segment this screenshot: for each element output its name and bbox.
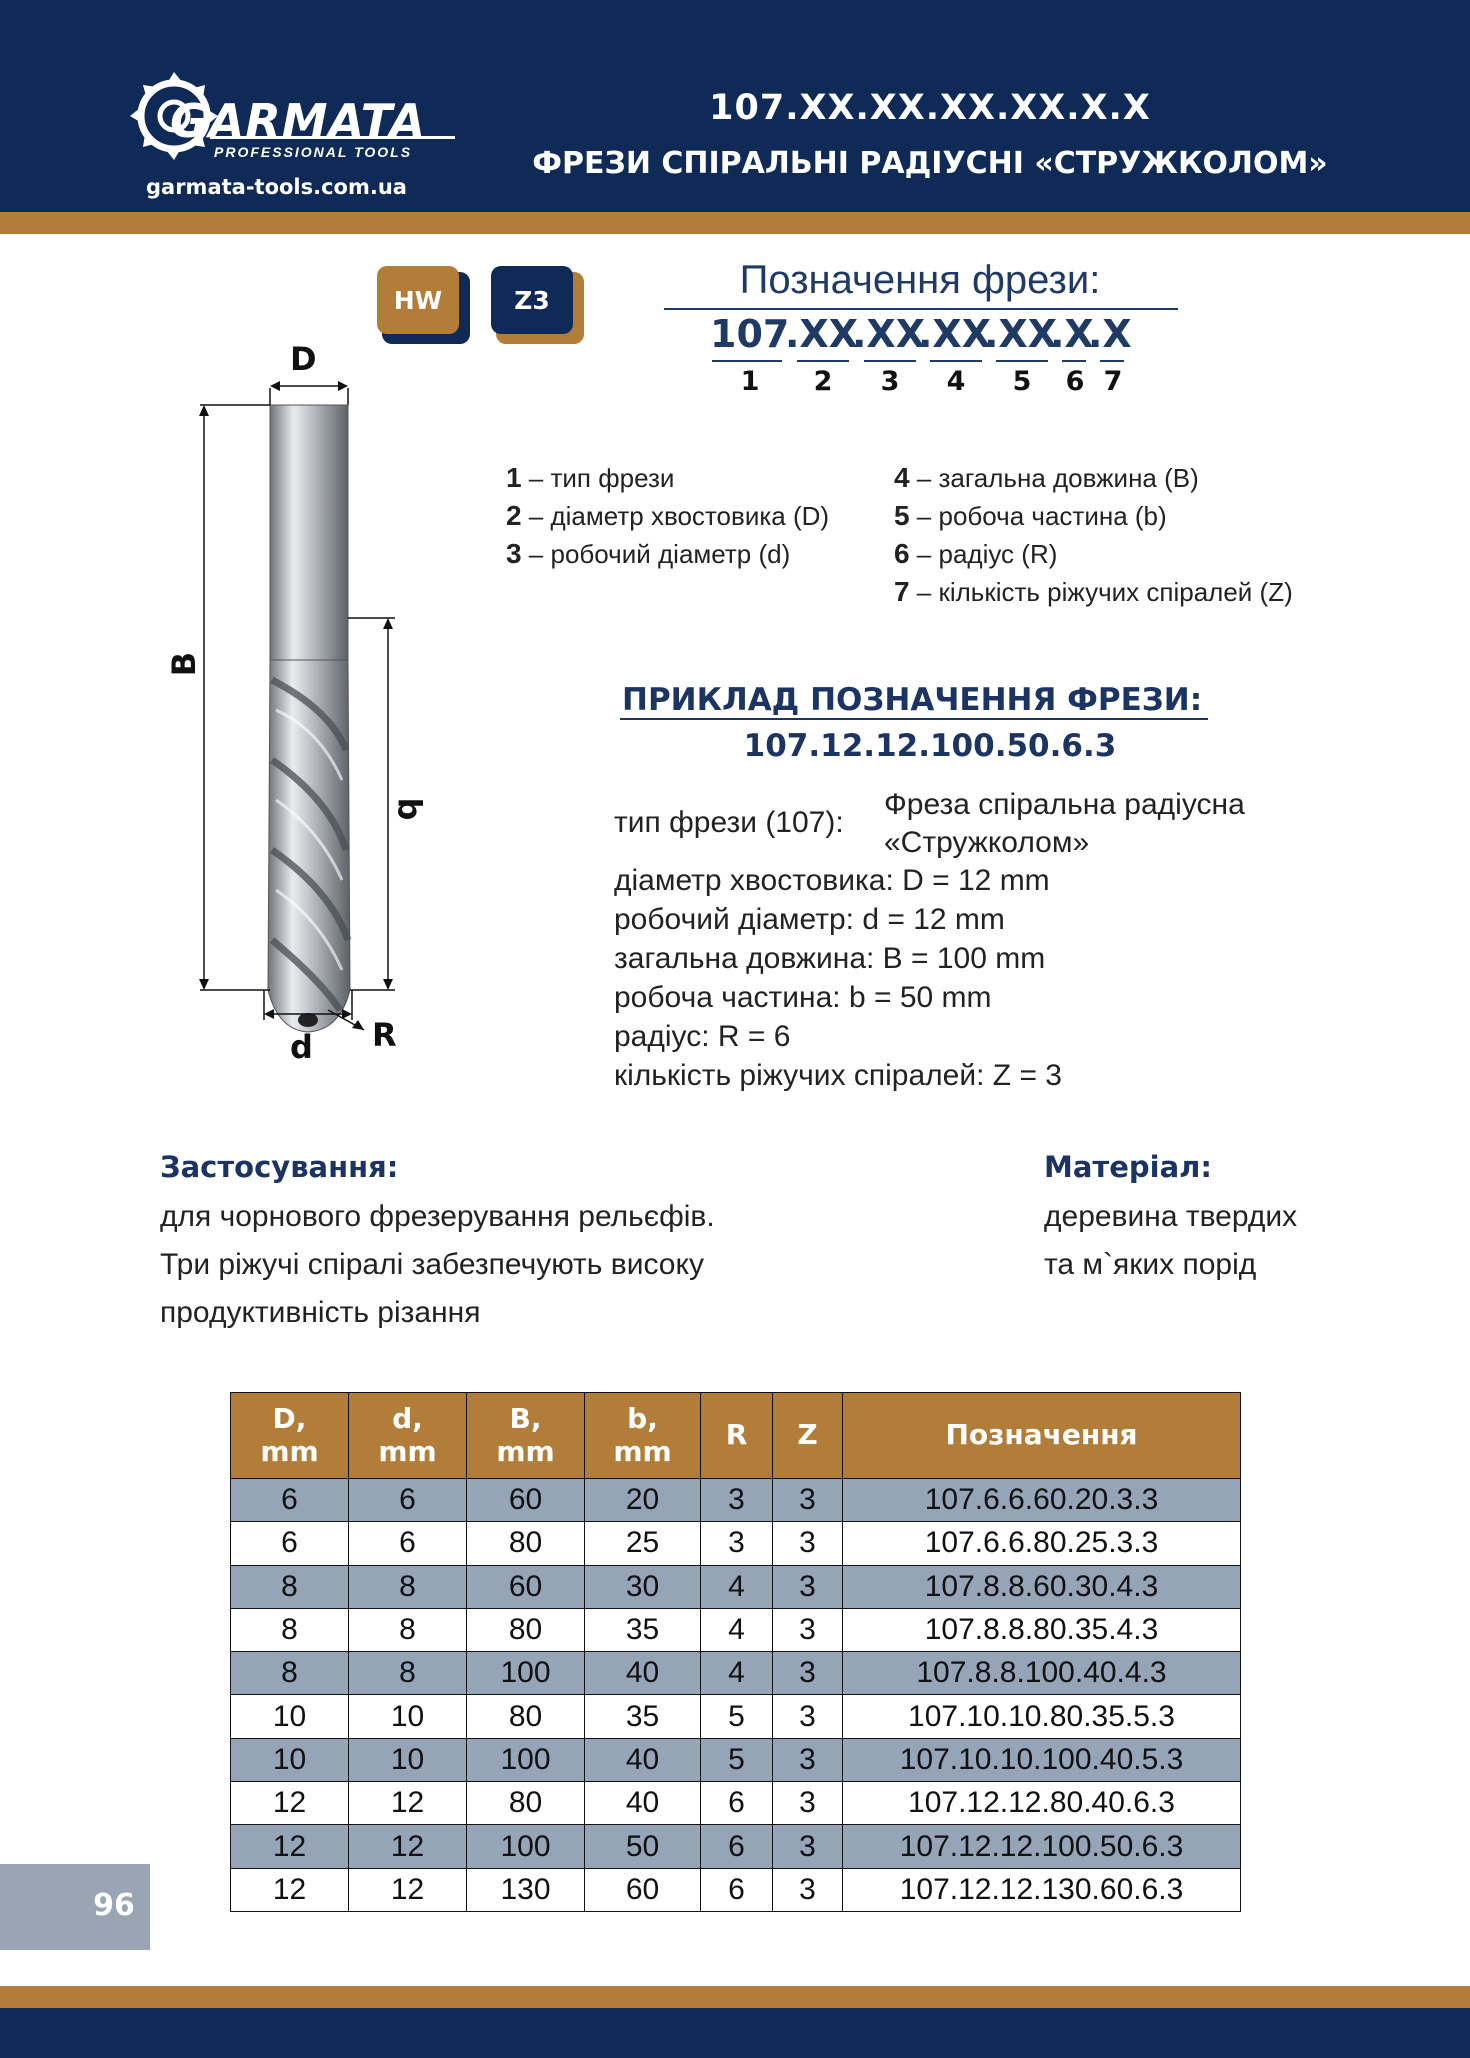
- website-link[interactable]: garmata-tools.com.ua: [146, 175, 407, 199]
- example-code: 107.12.12.100.50.6.3: [743, 728, 1117, 764]
- table-cell: 107.8.8.80.35.4.3: [843, 1608, 1241, 1651]
- table-cell: 40: [585, 1782, 701, 1825]
- table-cell: 60: [467, 1565, 585, 1608]
- table-cell: 20: [585, 1479, 701, 1522]
- application-line: Три ріжучі спіралі забезпечують високу: [160, 1248, 704, 1281]
- table-cell: 3: [701, 1522, 773, 1565]
- table-row: [231, 1825, 1241, 1868]
- segment-underline: [1062, 360, 1086, 362]
- table-body: [231, 1479, 1241, 1912]
- table-cell: 3: [773, 1695, 843, 1738]
- col-header-d: d, mm: [349, 1393, 467, 1479]
- table-cell: 4: [701, 1608, 773, 1651]
- table-cell: 107.12.12.80.40.6.3: [843, 1782, 1241, 1825]
- table-row: [231, 1608, 1241, 1651]
- table-cell: 10: [349, 1695, 467, 1738]
- table-row: [231, 1522, 1241, 1565]
- table-cell: 8: [231, 1652, 349, 1695]
- footer-stripe: [0, 1986, 1470, 2008]
- legend-item: 6 – радіус (R): [894, 538, 1058, 569]
- table-cell: 12: [231, 1782, 349, 1825]
- legend-item: 1 – тип фрези: [506, 462, 675, 493]
- legend-item: 2 – діаметр хвостовика (D): [506, 500, 830, 531]
- table-cell: 10: [231, 1738, 349, 1781]
- segment-underline: [797, 360, 849, 362]
- table-cell: 100: [467, 1652, 585, 1695]
- example-type-label: тип фрези (107):: [614, 806, 844, 839]
- col-header-R: R: [701, 1393, 773, 1479]
- table-cell: 6: [701, 1782, 773, 1825]
- table-cell: 3: [773, 1522, 843, 1565]
- spec-table: [230, 1392, 1241, 1912]
- table-cell: 30: [585, 1565, 701, 1608]
- table-cell: 3: [773, 1825, 843, 1868]
- table-cell: 10: [231, 1695, 349, 1738]
- table-cell: 3: [773, 1479, 843, 1522]
- table-header-row: [231, 1393, 1241, 1479]
- footer-band: [0, 2008, 1470, 2058]
- designation-heading: Позначення фрези:: [739, 258, 1101, 302]
- table-cell: 8: [349, 1608, 467, 1651]
- cutter-drawing: [180, 330, 430, 1070]
- example-line: кількість ріжучих спіралей: Z = 3: [614, 1059, 1062, 1092]
- example-line: робочий діаметр: d = 12 mm: [614, 903, 1005, 936]
- table-cell: 80: [467, 1695, 585, 1738]
- table-cell: 107.12.12.100.50.6.3: [843, 1825, 1241, 1868]
- table-cell: 8: [349, 1652, 467, 1695]
- table-cell: 8: [231, 1565, 349, 1608]
- brand-name: GARMATA: [170, 94, 427, 148]
- table-cell: 6: [231, 1522, 349, 1565]
- table-cell: 25: [585, 1522, 701, 1565]
- segment-underline: [996, 360, 1048, 362]
- table-cell: 130: [467, 1868, 585, 1911]
- segment-number: 4: [946, 366, 966, 397]
- segment-number: 2: [813, 366, 833, 397]
- table-cell: 107.12.12.130.60.6.3: [843, 1868, 1241, 1911]
- table-row: [231, 1738, 1241, 1781]
- segment-underline: [712, 360, 782, 362]
- legend-item: 4 – загальна довжина (B): [894, 462, 1199, 493]
- table-cell: 3: [701, 1479, 773, 1522]
- table-cell: 40: [585, 1738, 701, 1781]
- designation-segment: .XX: [785, 312, 859, 356]
- hw-badge: HW: [377, 266, 459, 334]
- dim-label-B: B: [165, 651, 204, 677]
- table-cell: 60: [585, 1868, 701, 1911]
- table-cell: 50: [585, 1825, 701, 1868]
- segment-number: 5: [1012, 366, 1032, 397]
- designation-rule: [664, 308, 1178, 310]
- example-heading: ПРИКЛАД ПОЗНАЧЕННЯ ФРЕЗИ:: [622, 682, 1203, 718]
- segment-number: 6: [1065, 366, 1085, 397]
- designation-segment: 107: [710, 312, 790, 356]
- table-cell: 12: [349, 1868, 467, 1911]
- table-cell: 60: [467, 1479, 585, 1522]
- dim-label-R: R: [372, 1016, 397, 1054]
- segment-underline: [1100, 360, 1124, 362]
- table-cell: 107.10.10.80.35.5.3: [843, 1695, 1241, 1738]
- segment-underline: [864, 360, 916, 362]
- table-cell: 6: [349, 1522, 467, 1565]
- table-row: [231, 1695, 1241, 1738]
- table-cell: 6: [231, 1479, 349, 1522]
- legend-item: 5 – робоча частина (b): [894, 500, 1167, 531]
- table-cell: 4: [701, 1652, 773, 1695]
- designation-segment: .X: [1050, 312, 1094, 356]
- example-line: робоча частина: b = 50 mm: [614, 981, 992, 1014]
- table-cell: 8: [231, 1608, 349, 1651]
- application-heading: Застосування:: [160, 1150, 399, 1184]
- table-cell: 80: [467, 1608, 585, 1651]
- designation-segment: .XX: [852, 312, 926, 356]
- table-cell: 6: [701, 1868, 773, 1911]
- table-row: [231, 1868, 1241, 1911]
- table-cell: 6: [349, 1479, 467, 1522]
- table-cell: 12: [231, 1868, 349, 1911]
- header-title: ФРЕЗИ СПІРАЛЬНІ РАДІУСНІ «СТРУЖКОЛОМ»: [532, 146, 1328, 181]
- table-cell: 3: [773, 1782, 843, 1825]
- material-line: та м`яких порід: [1044, 1248, 1257, 1281]
- designation-segment: .XX: [918, 312, 992, 356]
- table-cell: 107.8.8.60.30.4.3: [843, 1565, 1241, 1608]
- table-cell: 107.6.6.60.20.3.3: [843, 1479, 1241, 1522]
- table-cell: 35: [585, 1695, 701, 1738]
- table-cell: 10: [349, 1738, 467, 1781]
- table-cell: 3: [773, 1608, 843, 1651]
- table-cell: 3: [773, 1738, 843, 1781]
- brand-subtitle: PROFESSIONAL TOOLS: [214, 144, 413, 160]
- table-cell: 107.6.6.80.25.3.3: [843, 1522, 1241, 1565]
- designation-segment: .XX: [984, 312, 1058, 356]
- col-header-designation: Позначення: [843, 1393, 1241, 1479]
- table-cell: 107.10.10.100.40.5.3: [843, 1738, 1241, 1781]
- table-cell: 12: [349, 1782, 467, 1825]
- legend-item: 3 – робочий діаметр (d): [506, 538, 791, 569]
- page-number: 96: [93, 1888, 135, 1923]
- table-row: [231, 1652, 1241, 1695]
- col-header-B: B, mm: [467, 1393, 585, 1479]
- material-heading: Матеріал:: [1044, 1150, 1213, 1184]
- segment-underline: [930, 360, 982, 362]
- table-cell: 40: [585, 1652, 701, 1695]
- dim-label-D: D: [290, 340, 317, 378]
- table-cell: 3: [773, 1652, 843, 1695]
- segment-number: 1: [740, 366, 760, 397]
- application-line: продуктивність різання: [160, 1296, 481, 1329]
- material-line: деревина твердих: [1044, 1200, 1298, 1233]
- col-header-D: D, mm: [231, 1393, 349, 1479]
- header-stripe: [0, 212, 1470, 234]
- table-cell: 100: [467, 1825, 585, 1868]
- example-type-value: Фреза спіральна радіусна: [884, 788, 1245, 821]
- table-row: [231, 1479, 1241, 1522]
- example-type-value: «Стружколом»: [884, 826, 1090, 859]
- table-cell: 12: [231, 1825, 349, 1868]
- col-header-b: b, mm: [585, 1393, 701, 1479]
- table-cell: 6: [701, 1825, 773, 1868]
- dim-label-d: d: [290, 1028, 313, 1066]
- table-cell: 100: [467, 1738, 585, 1781]
- z3-badge: Z3: [491, 266, 573, 334]
- table-row: [231, 1565, 1241, 1608]
- example-rule: [620, 718, 1208, 720]
- table-cell: 107.8.8.100.40.4.3: [843, 1652, 1241, 1695]
- table-cell: 35: [585, 1608, 701, 1651]
- dim-label-b: b: [390, 797, 429, 821]
- example-line: діаметр хвостовика: D = 12 mm: [614, 864, 1050, 897]
- table-cell: 3: [773, 1868, 843, 1911]
- col-header-Z: Z: [773, 1393, 843, 1479]
- table-cell: 12: [349, 1825, 467, 1868]
- table-row: [231, 1782, 1241, 1825]
- table-cell: 8: [349, 1565, 467, 1608]
- example-line: радіус: R = 6: [614, 1020, 791, 1053]
- legend-item: 7 – кількість ріжучих спіралей (Z): [894, 576, 1293, 607]
- table-cell: 4: [701, 1565, 773, 1608]
- segment-number: 7: [1103, 366, 1123, 397]
- table-cell: 3: [773, 1565, 843, 1608]
- designation-segment: .X: [1088, 312, 1132, 356]
- table-cell: 5: [701, 1738, 773, 1781]
- application-line: для чорнового фрезерування рельєфів.: [160, 1200, 715, 1233]
- table-cell: 5: [701, 1695, 773, 1738]
- segment-number: 3: [880, 366, 900, 397]
- header-code-template: 107.XX.XX.XX.XX.X.X: [709, 88, 1151, 128]
- example-line: загальна довжина: B = 100 mm: [614, 942, 1046, 975]
- table-cell: 80: [467, 1782, 585, 1825]
- table-cell: 80: [467, 1522, 585, 1565]
